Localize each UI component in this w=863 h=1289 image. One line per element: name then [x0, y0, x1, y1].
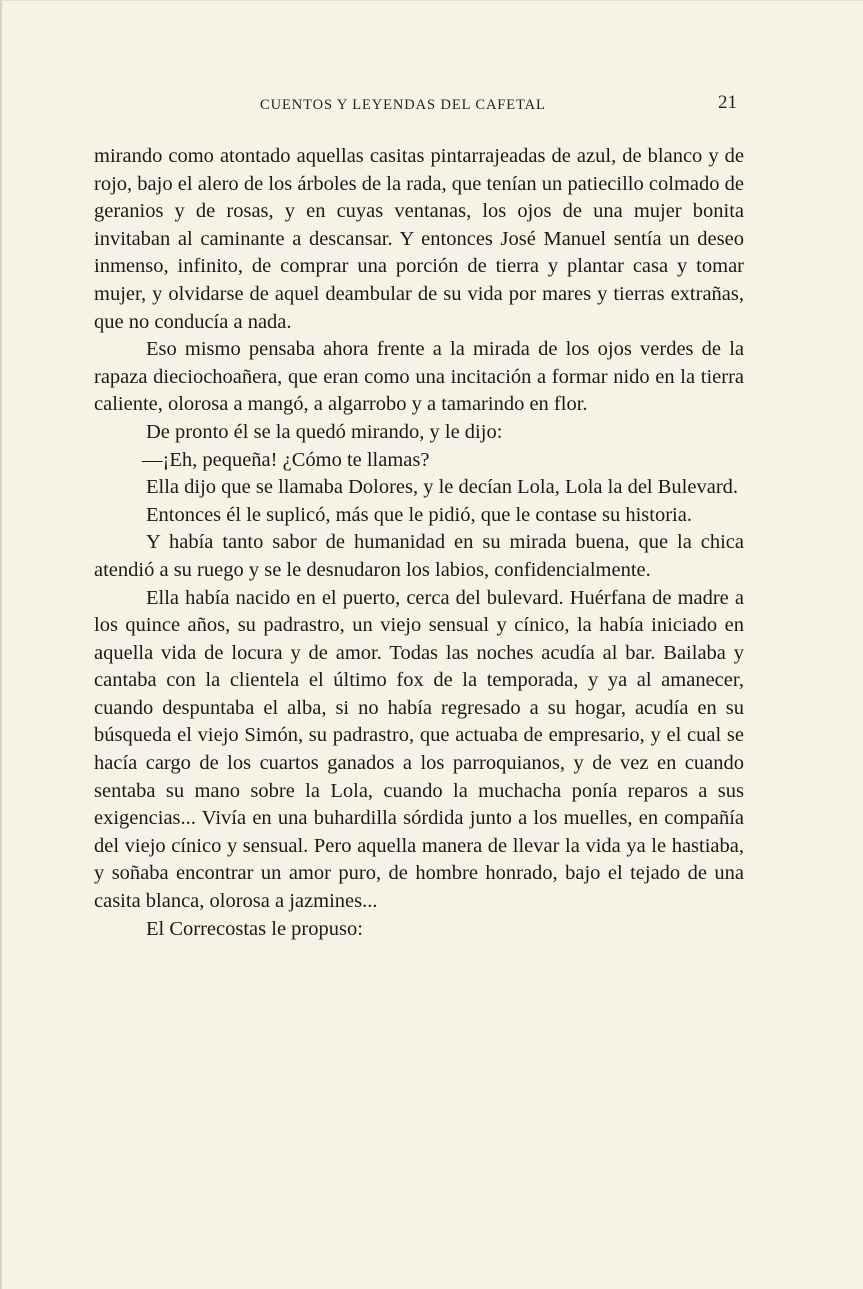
body-text: [94, 143, 744, 943]
paragraph: Ella había nacido en el puerto, cerca del bulevard. Huérfana de madre a los quince años, su padrastro, un viejo sensual y cínico, la había iniciado en aquella vida de locura y de amor. Todas las noches acudía al bar. Bailaba y cantaba con la clientela el último fox de la temporada, y ya al amanecer, cuando despuntaba el alba, si no había regresado a su hogar, acudía en su búsqueda el viejo Simón, su padrastro, que actuaba de empresario, y el cual se hacía cargo de los cuartos ganados a los parroquianos, y de vez en cuando sentaba su mano sobre la Lola, cuando la muchacha ponía reparos a sus exigencias... Vivía en una buhardilla sórdida junto a los muelles, en compañía del viejo cínico y sensual. Pero aquella manera de llevar la vida ya le hastiaba, y soñaba encontrar un amor puro, de hombre honrado, bajo el tejado de una casita blanca, olorosa a jazmines...: [94, 586, 744, 913]
page-number: 21: [718, 92, 737, 113]
paragraph: El Correcostas le propuso:: [146, 917, 363, 940]
paragraph: Eso mismo pensaba ahora frente a la mirada de los ojos verdes de la rapaza dieciochoañera, que eran como una incitación a formar nido en la tierra caliente, olorosa a mangó, a algarrobo y a tamarindo en flor.: [94, 338, 744, 416]
running-head-title: CUENTOS Y LEYENDAS DEL CAFETAL: [260, 97, 546, 113]
paragraph: De pronto él se la quedó mirando, y le dijo:: [146, 420, 503, 443]
paragraph: Y había tanto sabor de humanidad en su mirada buena, que la chica atendió a su ruego y se le desnudaron los labios, confidencialmente.: [94, 531, 744, 581]
paragraph: mirando como atontado aquellas casitas pintarrajeadas de azul, de blanco y de rojo, bajo el alero de los árboles de la rada, que tenían un patiecillo colmado de geranios y de rosas, y en cuyas ventanas, los ojos de una mujer bonita invitaban al caminante a descansar. Y entonces José Manuel sentía un deseo inmenso, infinito, de comprar una porción de tierra y plantar casa y tomar mujer, y olvidarse de aquel deambular de su vida por mares y tierras extrañas, que no conducía a nada.: [94, 145, 744, 333]
paragraph: Ella dijo que se llamaba Dolores, y le decían Lola, Lola la del Bulevard.: [146, 476, 739, 499]
paragraph: Entonces él le suplicó, más que le pidió, que le contase su historia.: [146, 503, 692, 526]
dialogue-line: —¡Eh, pequeña! ¿Cómo te llamas?: [142, 448, 430, 471]
